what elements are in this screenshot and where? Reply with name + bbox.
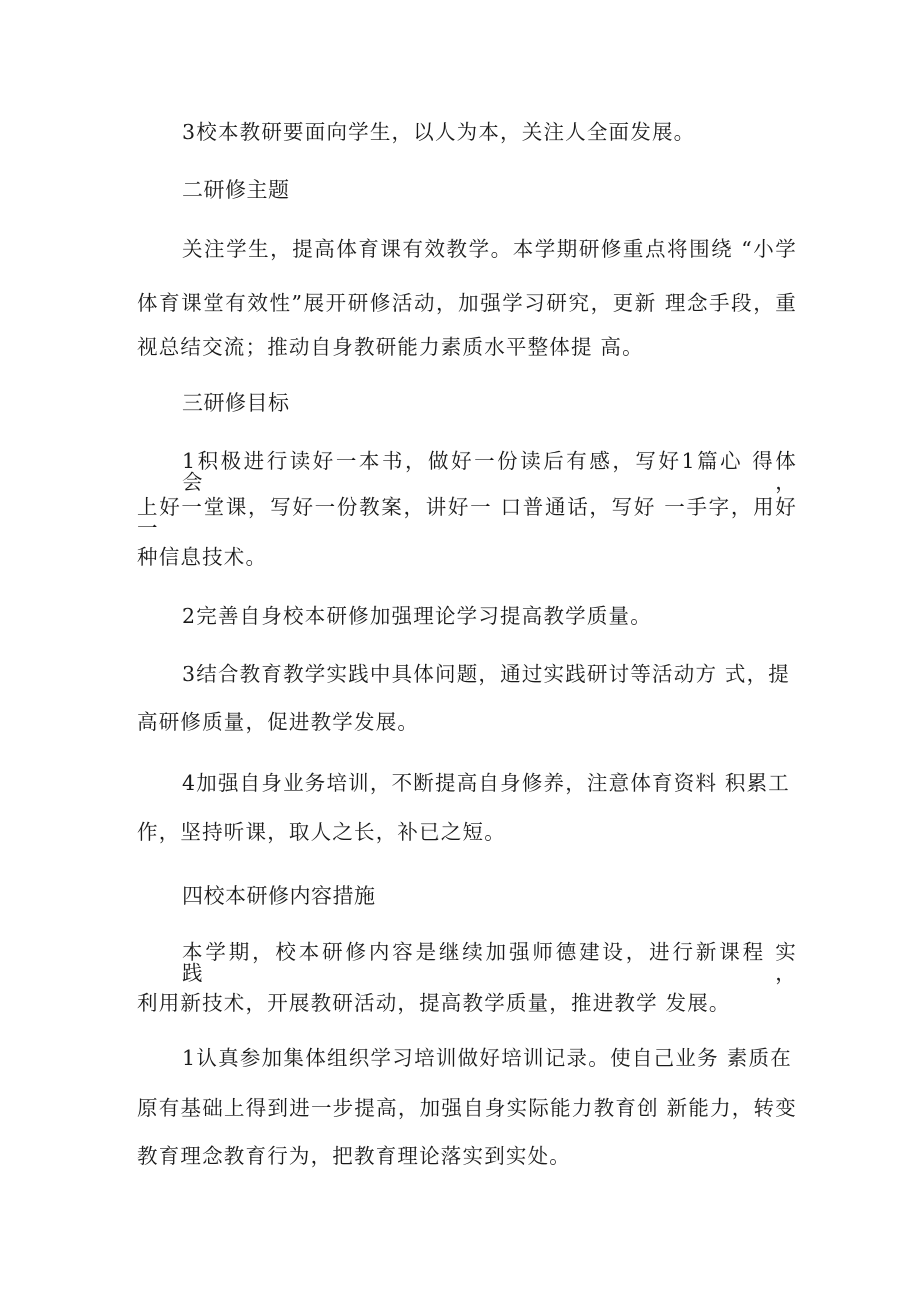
- section-heading-goals: 三研修目标: [182, 391, 290, 415]
- paragraph-line: 1积极进行读好一本书，做好一份读后有感，写好1篇心 得体会，: [182, 449, 797, 494]
- paragraph-line: 教育理念教育行为，把教育理论落实到实处。: [137, 1144, 571, 1168]
- paragraph-line: 视总结交流；推动自身教研能力素质水平整体提 高。: [137, 335, 644, 359]
- paragraph-line: 3校本教研要面向学生，以人为本，关注人全面发展。: [182, 120, 696, 144]
- paragraph-line: 2完善自身校本研修加强理论学习提高教学质量。: [182, 604, 652, 628]
- paragraph-line: 1认真参加集体组织学习培训做好培训记录。使自己业务 素质在: [182, 1046, 792, 1070]
- paragraph-line: 4加强自身业务培训，不断提高自身修养，注意体育资料 积累工: [182, 771, 790, 795]
- paragraph-line: 作，坚持听课，取人之长，补已之短。: [137, 820, 506, 844]
- paragraph-line: 关注学生，提高体育课有效教学。本学期研修重点将围绕 “小学: [182, 237, 797, 261]
- paragraph-line: 高研修质量，促进教学发展。: [137, 710, 420, 734]
- paragraph-line: 3结合教育教学实践中具体问题，通过实践研讨等活动方 式，提: [182, 662, 790, 686]
- paragraph-line: 原有基础上得到进一步提高，加强自身实际能力教育创 新能力，转变: [137, 1096, 797, 1120]
- paragraph-line: 种信息技术。: [137, 545, 268, 569]
- paragraph-line: 上好一堂课，写好一份教案，讲好一 口普通话，写好 一手字，用好一: [137, 495, 797, 540]
- paragraph-line: 体育课堂有效性”展开研修活动，加强学习研究，更新 理念手段，重: [137, 291, 797, 315]
- section-heading-theme: 二研修主题: [182, 178, 290, 202]
- paragraph-line: 利用新技术，开展教研活动，提高教学质量，推进教学 发展。: [137, 991, 731, 1015]
- section-heading-measures: 四校本研修内容措施: [182, 884, 376, 908]
- paragraph-line: 本学期，校本研修内容是继续加强师德建设，进行新课程 实践，: [182, 940, 797, 985]
